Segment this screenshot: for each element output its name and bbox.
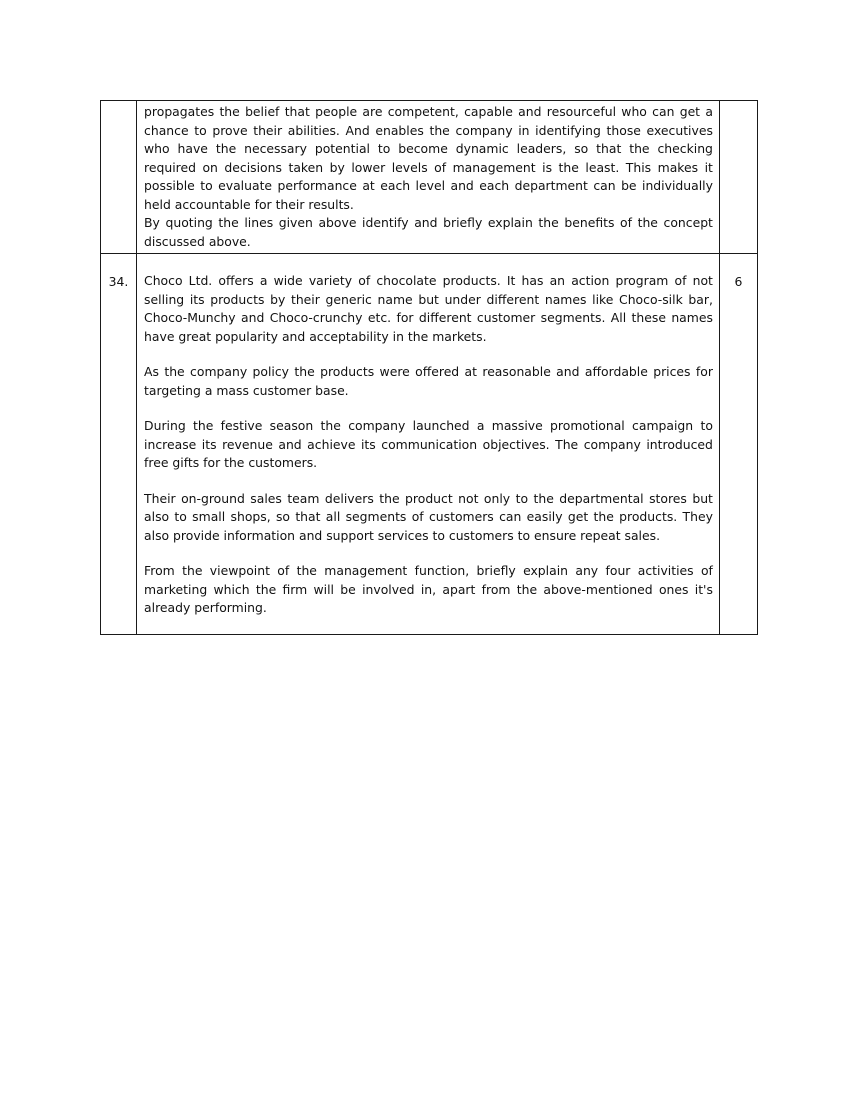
marks-cell [719,101,757,254]
table-row [101,101,758,254]
question-number-cell: 34. [101,254,137,635]
question-paragraph: During the festive season the company launched a massive promotional campaign to increase its revenue and achieve its communication objectives. The company introduced free gifts for the customers. [144,418,713,470]
question-table [100,100,758,635]
question-number-cell [101,101,137,254]
question-text-cell [137,254,720,635]
question-text-cell [137,101,720,254]
question-prompt: By quoting the lines given above identify and briefly explain the benefits of the concept discussed above. [144,215,713,249]
question-paragraph: propagates the belief that people are competent, capable and resourceful who can get a chance to prove their abilities. And enables the company in identifying those executives who have the necessary potential to become dynamic leaders, so that the checking required on decisions taken by lower levels of management is the least. This makes it possible to evaluate performance at each level and each department can be individually held accountable for their results. [144,104,713,212]
question-paragraph: Their on-ground sales team delivers the product not only to the departmental stores but also to small shops, so that all segments of customers can easily get the products. They also provide information and support services to customers to ensure repeat sales. [144,490,713,543]
question-prompt: From the viewpoint of the management function, briefly explain any four activities of marketing which the firm will be involved in, apart from the above-mentioned ones it's already performing. [144,563,713,615]
table-row [101,254,758,635]
question-paragraph: Choco Ltd. offers a wide variety of chocolate products. It has an action program of not selling its products by their generic name but under different names like Choco-silk bar, Choco-Munchy and Choco-crunchy etc. for different customer segments. All these names have great popularity and acceptability in the markets. [144,273,713,344]
question-paragraph: As the company policy the products were offered at reasonable and affordable prices for targeting a mass customer base. [144,364,713,398]
marks-cell: 6 [719,254,757,635]
